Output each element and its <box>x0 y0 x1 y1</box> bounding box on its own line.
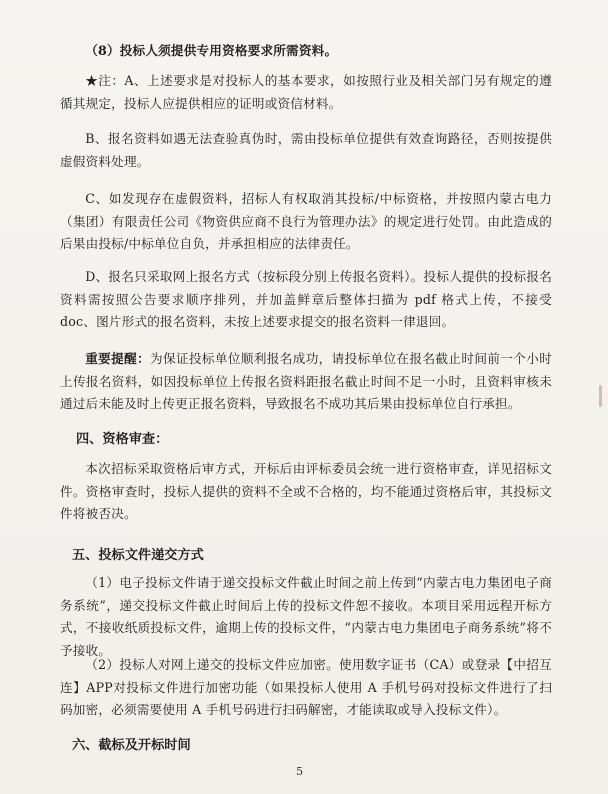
section-5-p1: （1）电子投标文件请于递交投标文件截止时间之前上传到“内蒙古电力集团电子商务系统”，递交投标文件截止时间后上传的投标文件恕不接收。本项目采用远程开标方式，不接收纸质投标文件，逾期上传的投标文件，“内蒙古电力集团电子商务系统”将不予接收。 <box>60 575 552 658</box>
reminder-paragraph <box>60 348 552 416</box>
note-a-paragraph <box>60 70 552 115</box>
note-d-text: D、报名只采取网上报名方式（按标段分别上传报名资料）。投标人提供的投标报名资料需按照公告要求顺序排列，并加盖鲜章后整体扫描为 pdf 格式上传，不接受 doc、图片形式的报名资料，未按上述要求提交的报名资料一律退回。 <box>60 269 552 329</box>
margin-mark <box>599 385 602 407</box>
note-c-paragraph <box>60 188 552 256</box>
section-5-p2-paragraph <box>60 654 552 722</box>
page-number: 5 <box>296 765 303 778</box>
section-5-heading: 五、投标文件递交方式 <box>72 548 204 563</box>
section-5-p1-paragraph <box>60 572 552 662</box>
note-d-paragraph <box>60 266 552 334</box>
section-5-p2: （2）投标人对网上递交的投标文件应加密。使用数字证书（CA）或登录【中招互连】APP对投标文件进行加密功能（如果投标人使用 A 手机号码对投标文件进行了扫码加密，必须需要使用 A 手机号码进行扫码解密，才能读取或导入投标文件）。 <box>60 657 552 717</box>
reminder-label: 重要提醒： <box>85 351 151 366</box>
note-b-text: B、报名资料如遇无法查验真伪时，需由投标单位提供有效查询路径，否则按提供虚假资料处理。 <box>60 131 552 169</box>
section-4-body: 本次招标采取资格后审方式，开标后由评标委员会统一进行资格审查，详见招标文件。资格审查时，投标人提供的资料不全或不合格的，均不能通过资格后审，其投标文件将被否决。 <box>60 461 552 521</box>
note-c-text: C、如发现存在虚假资料，招标人有权取消其投标/中标资格，并按照内蒙古电力（集团）有限责任公司《物资供应商不良行为管理办法》的规定进行处罚。由此造成的后果由投标/中标单位自负，并承担相应的法律责任。 <box>60 191 552 251</box>
note-b-paragraph <box>60 128 552 173</box>
section-6-heading: 六、截标及开标时间 <box>72 738 191 753</box>
item-8-paragraph <box>60 40 552 63</box>
section-4-heading: 四、资格审查： <box>76 432 169 447</box>
reminder-text: 为保证投标单位顺利报名成功，请投标单位在报名截止时间前一个小时上传报名资料，如因投标单位上传报名资料距报名截止时间不足一小时，且资料审核未通过后未能及时上传更正报名资料，导致报名不成功其后果由投标单位自行承担。 <box>60 351 552 411</box>
section-4-paragraph <box>60 458 552 526</box>
item-8-text: （8）投标人须提供专用资格要求所需资料。 <box>85 43 338 58</box>
note-a-text: ★注：A、上述要求是对投标人的基本要求，如按照行业及相关部门另有规定的遵循其规定，投标人应提供相应的证明或资信材料。 <box>60 73 552 111</box>
